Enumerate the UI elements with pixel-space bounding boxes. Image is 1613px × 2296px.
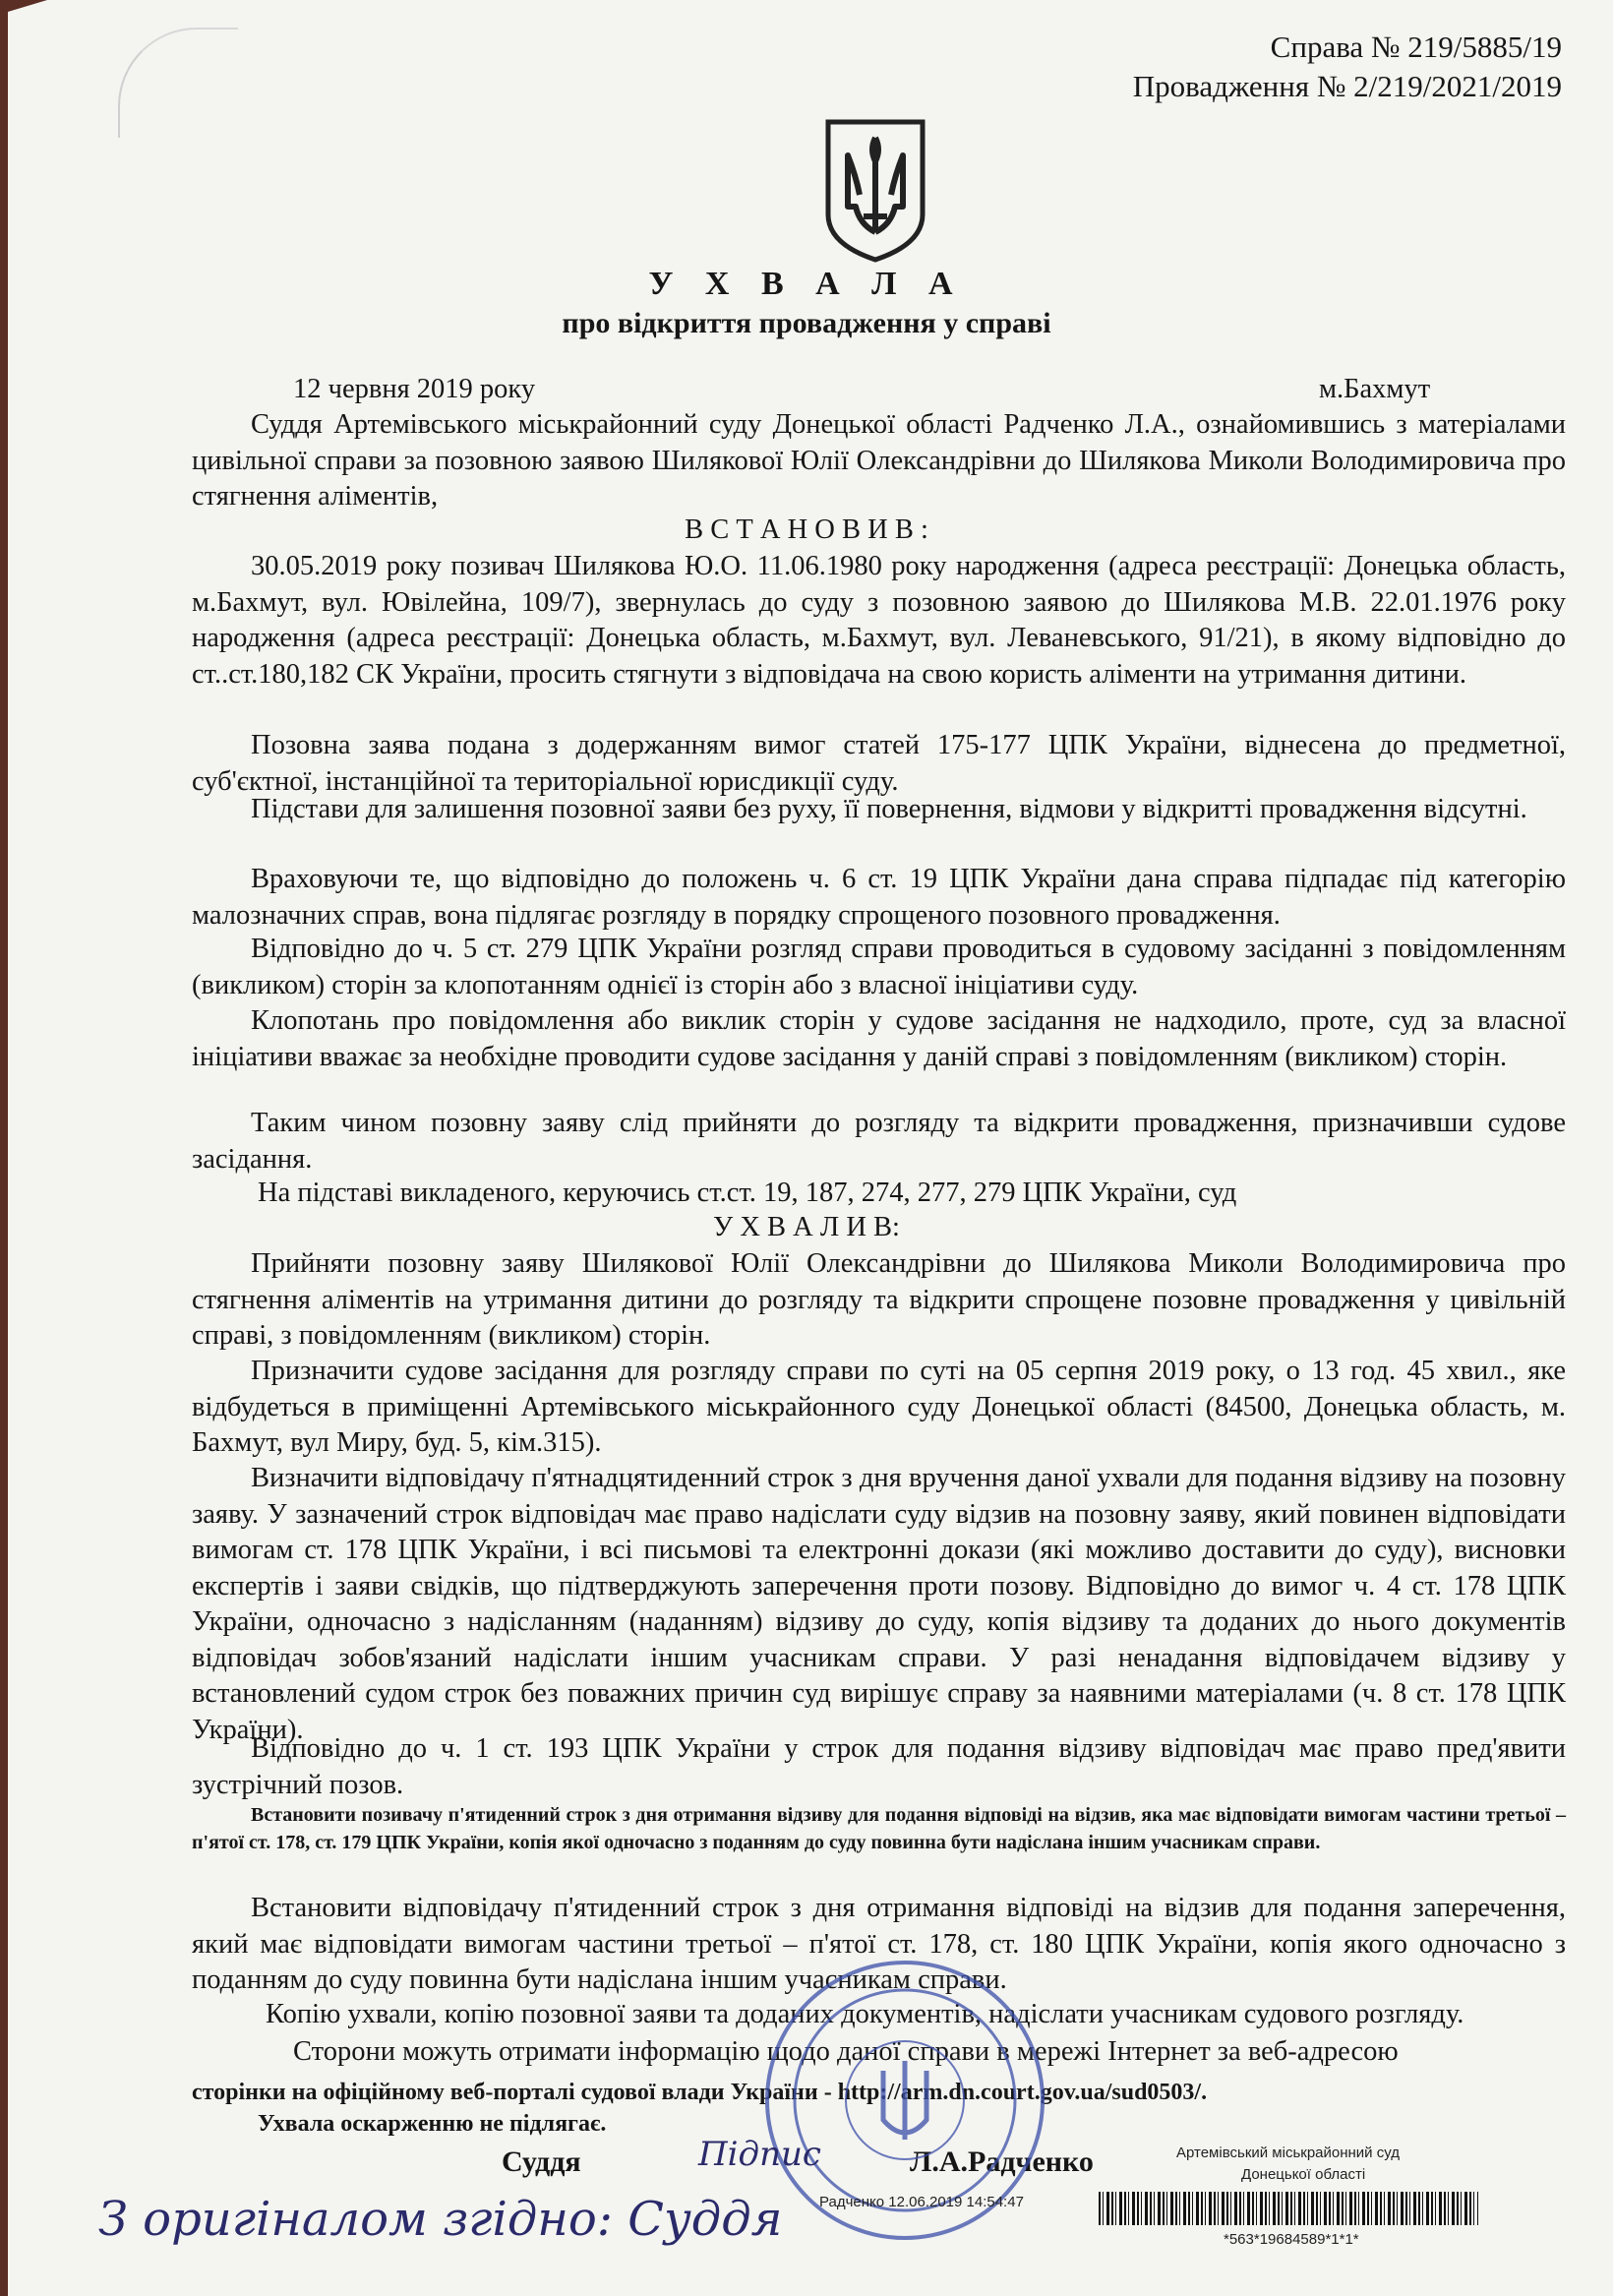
internet-line-2: сторінки на офіційному веб-порталі судової влади України - http://arm.dn.court.gov.ua/sud0503/. [192, 2080, 1208, 2105]
handwritten-certification: З оригіналом згідно: Суддя [98, 2192, 783, 2247]
document-subtitle: про відкриття провадження у справі [562, 307, 1051, 339]
ruled-paragraph: Відповідно до ч. 1 ст. 193 ЦПК України у строк для подання відзиву відповідач має право пред'явити зустрічний позов. [192, 1733, 1566, 1800]
judge-label: Суддя [502, 2145, 581, 2178]
established-heading: В С Т А Н О В И В : [685, 514, 928, 545]
ruled-paragraph: Визначити відповідачу п'ятнадцятиденний строк з дня вручення даної ухвали для подання відзиву на позовну заяву. У зазначений строк відповідач має право надіслати суду відзив на позовну заяву, який повинен відповідати вимогам ст. 178 ЦПК України, і всі письмові та електронні докази (які можливо доставити до суду), висновки експертів і заяви свідків, що підтверджують заперечення проти позову. Відповідно до вимог ч. 4 ст. 178 ЦПК України, одночасно з надісланням (наданням) відзиву до суду, копія відзиву та доданих до нього документів відповідач зобов'язаний надіслати іншим учасникам справи. У разі ненадання відповідачем відзиву у встановлений судом строк без поважних причин суд вирішує справу за наявними матеріалами (ч. 8 ст. 178 ЦПК України). [192, 1463, 1566, 1745]
case-number: Справа № 219/5885/19 [1270, 30, 1562, 64]
established-paragraph: Таким чином позовну заяву слід прийняти до розгляду та відкрити провадження, призначивши судове засідання. [192, 1108, 1566, 1175]
intro-paragraph: Суддя Артемівського міськрайонний суду Донецької області Радченко Л.А., ознайомившись з матеріалами цивільної справи за позовною заявою Шилякової Юлії Олександрівни до Шилякова Миколи Володимировича про стягнення аліментів, [192, 409, 1566, 512]
internet-line: Сторони можуть отримати інформацію щодо даної справи в мережі Інтернет за веб-адресою [293, 2036, 1399, 2067]
court-name: Артемівський міськрайонний суд [1176, 2145, 1400, 2161]
not-appealable: Ухвала оскарженню не підлягає. [258, 2111, 607, 2137]
ruled-heading: У Х В А Л И В: [713, 1212, 900, 1242]
court-region: Донецької області [1241, 2166, 1366, 2183]
judge-signature: Підпис [698, 2135, 821, 2174]
barcode-text: *563*19684589*1*1* [1224, 2231, 1359, 2248]
established-paragraph: Клопотань про повідомлення або виклик сторін у судове засідання не надходило, проте, суд за власної ініціативи вважає за необхідне проводити судове засідання у даній справі з повідомленням (викликом) сторін. [192, 1005, 1566, 1072]
proceedings-number: Провадження № 2/219/2021/2019 [1132, 69, 1562, 103]
barcode [1099, 2192, 1478, 2225]
established-paragraph: 30.05.2019 року позивач Шилякова Ю.О. 11.06.1980 року народження (адреса реєстрації: Донецька область, м.Бахмут, вул. Ювілейна, 109/7), звернулась до суду з позовною заявою до Шилякова М.В. 22.01.1976 року народження (адреса реєстрації: Донецька область, м.Бахмут, вул. Леваневського, 91/21), в якому відповідно до ст..ст.180,182 СК України, просить стягнути з відповідача на свою користь аліменти на утримання дитини. [192, 551, 1566, 690]
document-title: У Х В А Л А [648, 266, 965, 302]
ruled-paragraph: Прийняти позовну заяву Шилякової Юлії Олександрівни до Шилякова Миколи Володимировича про стягнення аліментів на утримання дитини до розгляду та відкрити спрощене позовне провадження у цивільній справі, з повідомленням (викликом) сторін. [192, 1248, 1566, 1351]
ruled-paragraph: Призначити судове засідання для розгляду справи по суті на 05 серпня 2019 року, о 13 год. 45 хвил., яке відбудеться в приміщенні Артемівського міськрайонного суду Донецької області (84500, Донецька область, м. Бахмут, вул Миру, буд. 5, кім.315). [192, 1356, 1566, 1458]
document-date: 12 червня 2019 року [293, 374, 536, 404]
basis-line: На підставі викладеного, керуючись ст.ст. 19, 187, 274, 277, 279 ЦПК України, суд [258, 1178, 1237, 1208]
established-paragraph: Позовна заява подана з додержанням вимог статей 175-177 ЦПК України, віднесена до предметної, суб'єктної, інстанційної та територіальної юрисдикції суду. [192, 730, 1566, 797]
coat-of-arms-icon [820, 116, 930, 264]
defendant-term: Встановити відповідачу п'ятиденний строк з дня отримання відповіді на відзив для подання заперечення, який має відповідати вимогам частини третьої – п'ятої ст. 178, ст. 180 ЦПК України, копія якого одночасно з поданням до суду повинна бути надіслана іншим учасникам справи. [192, 1893, 1566, 1995]
document-city: м.Бахмут [1319, 374, 1431, 404]
established-paragraph: Враховуючи те, що відповідно до положень ч. 6 ст. 19 ЦПК України дана справа підпадає під категорію малозначних справ, вона підлягає розгляду в порядку спрощеного позовного провадження. [192, 864, 1566, 931]
copies-line: Копію ухвали, копію позовної заяви та доданих документів, надіслати учасникам судового розгляду. [266, 1999, 1464, 2029]
established-paragraph: Відповідно до ч. 5 ст. 279 ЦПК України розгляд справи проводиться в судовому засіданні з повідомленням (викликом) сторін за клопотанням однієї із сторін або з власної ініціативи суду. [192, 934, 1566, 1000]
electronic-signature: Радченко 12.06.2019 14:54:47 [819, 2194, 1024, 2210]
judge-name: Л.А.Радченко [910, 2145, 1094, 2178]
established-paragraph: Підстави для залишення позовної заяви без руху, її повернення, відмови у відкритті провадження відсутні. [251, 794, 1527, 824]
plaintiff-term: Встановити позивачу п'ятиденний строк з дня отримання відзиву для подання відповіді на відзив, яка має відповідати вимогам частини третьої – п'ятої ст. 178, ст. 179 ЦПК України, копія якої одночасно з поданням до суду повинна бути надіслана іншим учасникам справи. [192, 1804, 1566, 1853]
